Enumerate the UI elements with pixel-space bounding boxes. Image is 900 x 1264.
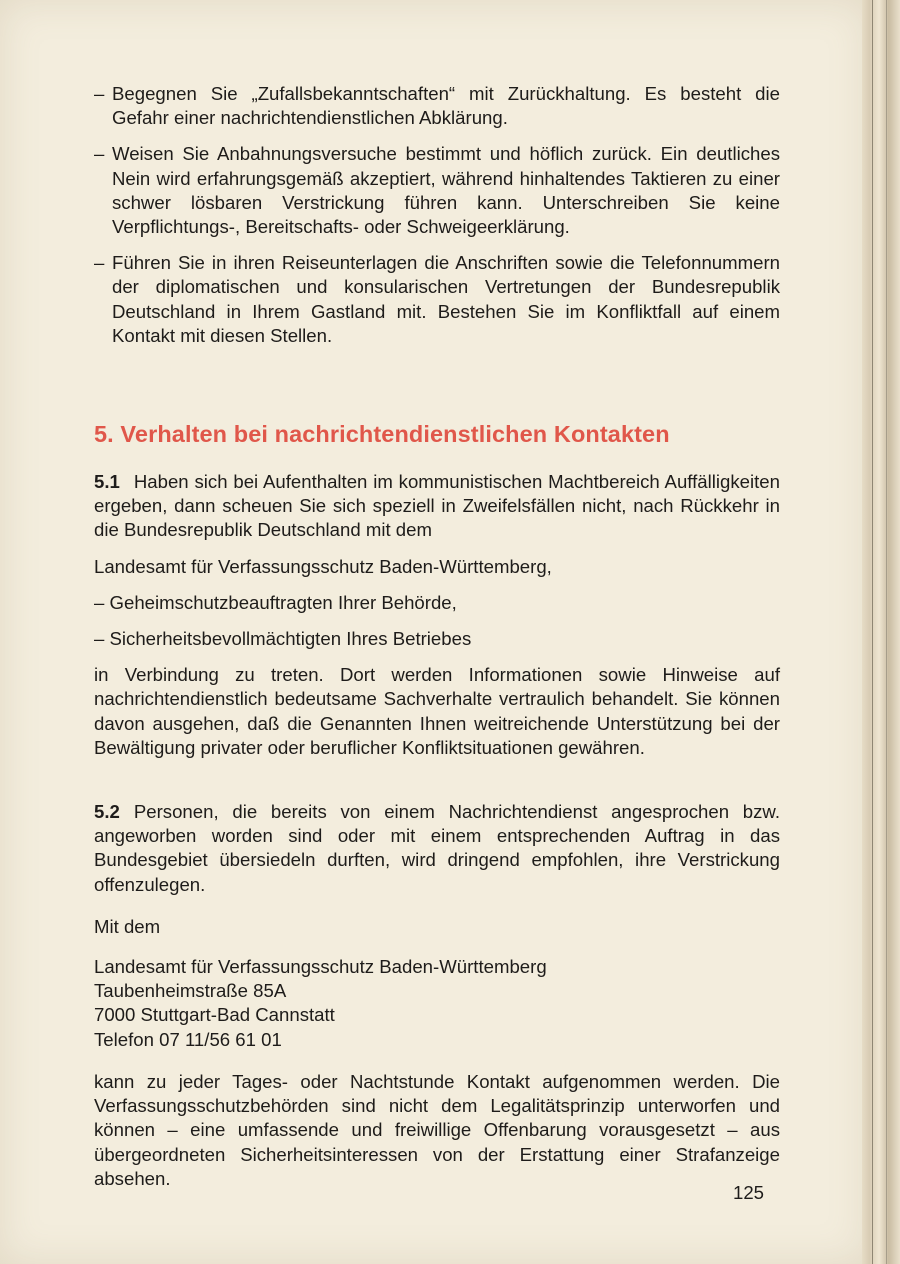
mit-dem-line: Mit dem	[94, 915, 161, 937]
paragraph-number: 5.1	[94, 471, 120, 493]
bullet-item	[94, 82, 780, 130]
page-content	[94, 82, 780, 1191]
bullet-item	[94, 142, 780, 239]
section-heading: 5. Verhalten bei nachrichtendienstlichen Kontakten	[94, 421, 670, 448]
address-block	[94, 955, 780, 1052]
address-line: Telefon 07 11/56 61 01	[94, 1028, 282, 1050]
bullet-text: Weisen Sie Anbahnungsversuche bestimmt und höflich zurück. Ein deutliches Nein wird erfahrungsgemäß akzeptiert, während hinhaltendes Taktieren zu einer schwer lösbaren Verstrickung führen kann. Unterschreiben Sie keine Verpflichtungs-, Bereitschafts- oder Schweigeerklärung.	[112, 143, 780, 238]
contact-line	[94, 591, 780, 615]
paragraph-5-1-closing: in Verbindung zu treten. Dort werden Informationen sowie Hinweise auf nachrichtendienstlich bedeutsame Sachverhalte vertraulich behandelt. Sie können davon ausgehen, daß die Genannten Ihnen weitreichende Unterstützung bei der Bewältigung privater oder beruflicher Konfliktsituationen gewähren.	[94, 664, 780, 758]
paragraph-number: 5.2	[94, 801, 120, 823]
dash-marker: –	[94, 143, 105, 165]
contact-text: Sicherheitsbevollmächtigten Ihres Betriebes	[109, 628, 472, 650]
paragraph-text: Haben sich bei Aufenthalten im kommunistischen Machtbereich Auffälligkeiten ergeben, dann scheuen Sie sich speziell in Zweifelsfällen nicht, nach Rückkehr in die Bundesrepublik Deutschland mit dem	[94, 471, 780, 541]
dash-marker: –	[94, 83, 105, 104]
book-spine-edge	[862, 0, 900, 1264]
contact-text: Geheimschutzbeauftragten Ihrer Behörde,	[109, 591, 457, 613]
page-edge-line-secondary	[886, 0, 887, 1264]
paragraph-5-1	[94, 470, 780, 543]
page-edge-line	[872, 0, 873, 1264]
bullet-text: Führen Sie in ihren Reiseunterlagen die Anschriften sowie die Telefonnummern der diplomatischen und konsularischen Vertretungen der Bundesrepublik Deutschland in Ihrem Gastland mit. Bestehen Sie im Konfliktfall auf einem Kontakt mit diesen Stellen.	[112, 252, 780, 346]
paragraph-text: Personen, die bereits von einem Nachrichtendienst angesprochen bzw. angeworben worden sind oder mit einem entsprechenden Auftrag in das Bundesgebiet übersiedeln durften, wird dringend empfohlen, ihre Verstrickung offenzulegen.	[94, 801, 780, 895]
bullet-text: Begegnen Sie „Zufallsbekanntschaften“ mit Zurückhaltung. Es besteht die Gefahr einer nachrichtendienstlichen Abklärung.	[112, 83, 780, 129]
address-line: Taubenheimstraße 85A	[94, 980, 287, 1002]
address-line: 7000 Stuttgart-Bad Cannstatt	[94, 1004, 335, 1026]
bullet-item	[94, 251, 780, 348]
paragraph-5-2-closing: kann zu jeder Tages- oder Nachtstunde Kontakt aufgenommen werden. Die Verfassungsschutzbehörden sind nicht dem Legalitätsprinzip unterworfen und können – eine umfassende und freiwillige Offenbarung vorausgesetzt – aus übergeordneten Sicherheitsinteressen von der Erstattung einer Strafanzeige absehen.	[94, 1070, 780, 1189]
page-number: 125	[733, 1182, 765, 1203]
address-line: Landesamt für Verfassungsschutz Baden-Württemberg	[94, 956, 547, 978]
paragraph-5-2	[94, 800, 780, 897]
dash-marker: –	[94, 591, 105, 613]
contact-line: Landesamt für Verfassungsschutz Baden-Württemberg,	[94, 555, 552, 577]
contact-line	[94, 627, 780, 651]
dash-marker: –	[94, 628, 105, 650]
dash-marker: –	[94, 252, 105, 274]
